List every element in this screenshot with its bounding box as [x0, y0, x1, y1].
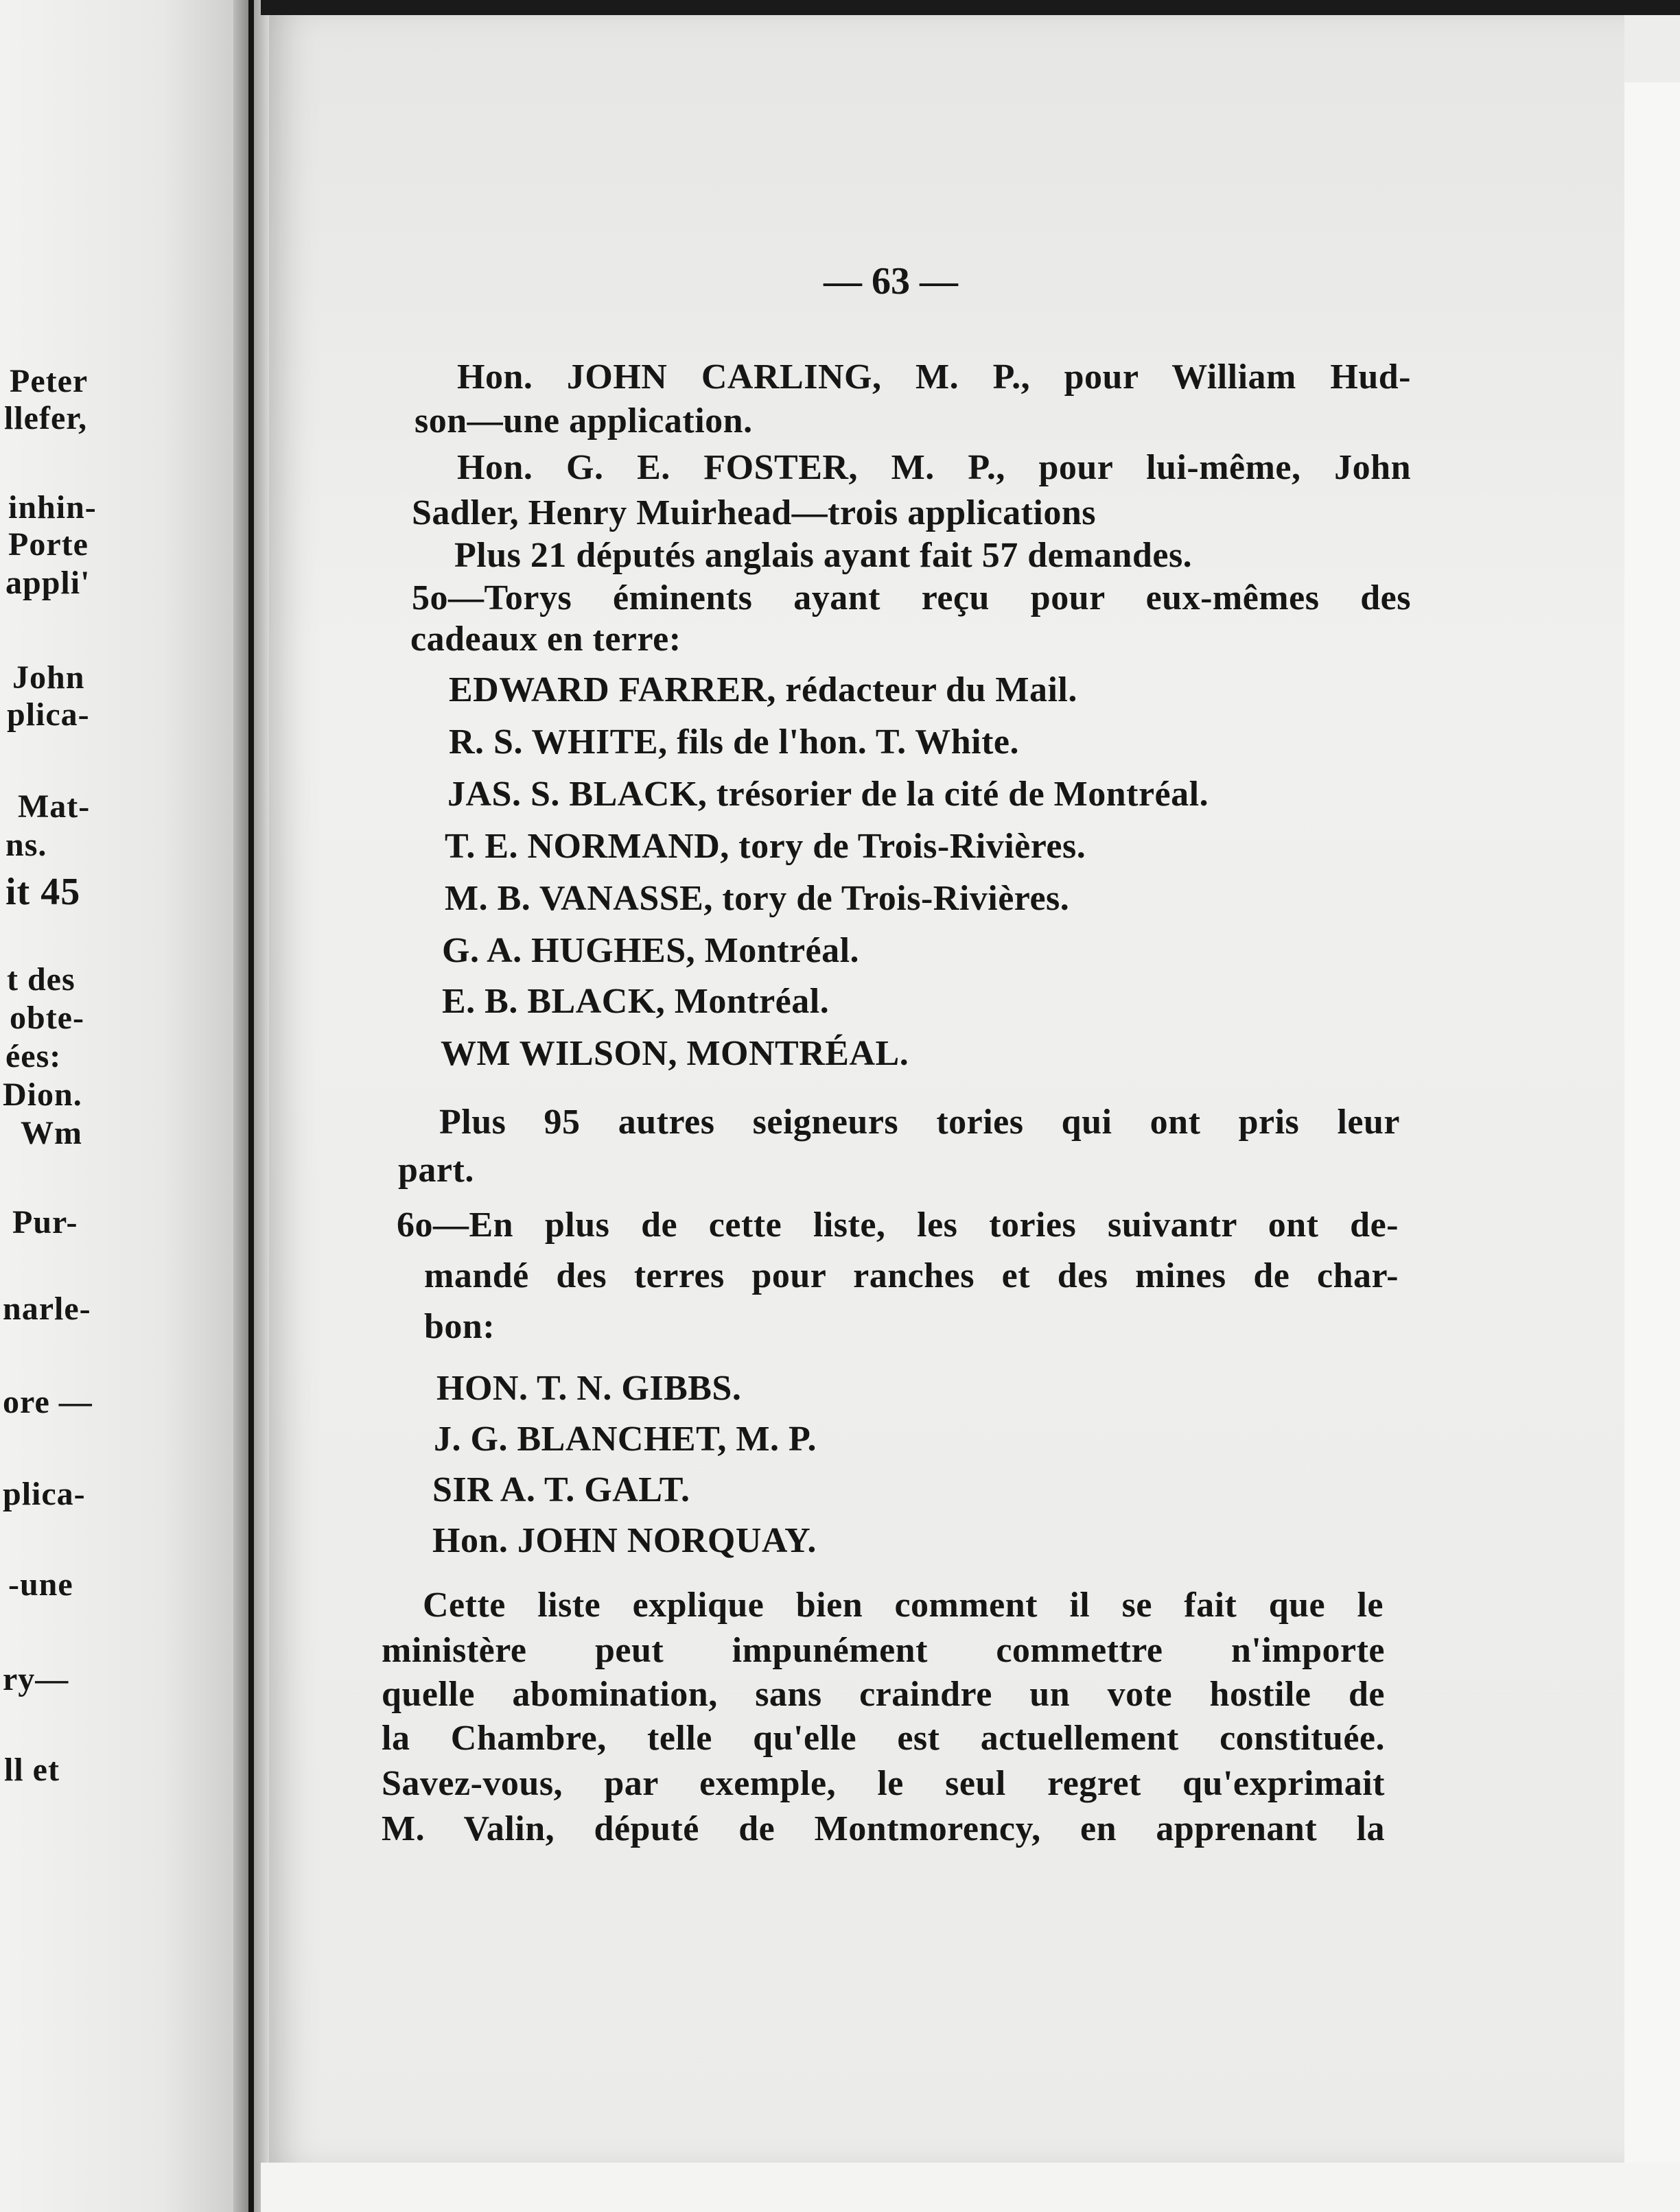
text-line: G. A. HUGHES, Montréal. — [442, 931, 860, 970]
text-line: HON. T. N. GIBBS. — [436, 1369, 742, 1408]
text-line: Hon. JOHN NORQUAY. — [432, 1521, 817, 1560]
text-line: la Chambre, telle qu'elle est actuellement constituée. — [382, 1719, 1385, 1758]
text-line: Savez-vous, par exemple, le seul regret qu'exprimait — [382, 1764, 1385, 1803]
text-line: Hon. G. E. FOSTER, M. P., pour lui-même, John — [457, 448, 1411, 487]
text-line: R. S. WHITE, fils de l'hon. T. White. — [449, 722, 1019, 762]
text-line: bon: — [424, 1307, 495, 1346]
gutter-shadow-line — [248, 0, 254, 2212]
left-page-fragment: Wm — [21, 1115, 82, 1151]
left-page-fragment: it 45 — [5, 871, 81, 913]
left-page-fragment: Dion. — [3, 1076, 82, 1113]
page-number: — 63 — — [824, 260, 958, 303]
text-line: Cette liste explique bien comment il se fait que le — [423, 1586, 1384, 1625]
scan-bottom-margin — [261, 2163, 1680, 2212]
text-line: part. — [398, 1151, 474, 1190]
text-line: WM WILSON, MONTRÉAL. — [441, 1034, 909, 1073]
left-page — [0, 0, 233, 2212]
text-line: EDWARD FARRER, rédacteur du Mail. — [449, 670, 1077, 709]
left-page-fragment: llefer, — [4, 400, 88, 436]
text-line: M. B. VANASSE, tory de Trois-Rivières. — [445, 879, 1070, 918]
text-line: 5o—Torys éminents ayant reçu pour eux-mêmes des — [412, 578, 1411, 617]
text-line: Sadler, Henry Muirhead—trois applications — [412, 493, 1097, 532]
text-line: mandé des terres pour ranches et des mines de char- — [424, 1256, 1399, 1295]
left-page-fragment: inhin- — [8, 489, 97, 526]
left-page-fragment: -une — [8, 1566, 73, 1603]
scan-right-margin — [1624, 82, 1680, 2212]
text-line: 6o—En plus de cette liste, les tories suivantr ont de- — [397, 1205, 1399, 1245]
left-page-fragment: narle- — [3, 1291, 91, 1327]
left-page-fragment: ées: — [5, 1038, 62, 1074]
text-line: J. G. BLANCHET, M. P. — [434, 1420, 817, 1459]
left-page-fragment: appli' — [5, 565, 91, 601]
text-line: son—une application. — [415, 401, 753, 440]
left-page-fragment: John — [12, 659, 85, 696]
text-line: E. B. BLACK, Montréal. — [442, 982, 830, 1021]
left-page-fragment: ore — — [3, 1384, 93, 1420]
left-page-fragment: Pur- — [12, 1204, 78, 1240]
scan-top-edge — [261, 0, 1680, 15]
text-line: Plus 95 autres seigneurs tories qui ont pris leur — [439, 1103, 1400, 1142]
left-page-fragment: ll et — [4, 1752, 60, 1788]
text-line: Plus 21 députés anglais ayant fait 57 demandes. — [454, 536, 1193, 575]
left-page-fragment: Peter — [10, 363, 89, 399]
left-page-fragment: Mat- — [18, 788, 91, 825]
left-page-fragment: Porte — [8, 526, 89, 563]
left-page-fragment: t des — [7, 961, 75, 998]
left-page-fragment: obte- — [10, 1000, 84, 1036]
text-line: quelle abomination, sans craindre un vote hostile de — [382, 1675, 1385, 1714]
text-line: JAS. S. BLACK, trésorier de la cité de Montréal. — [447, 775, 1209, 814]
left-page-fragment: plica- — [7, 696, 90, 733]
text-line: M. Valin, député de Montmorency, en apprenant la — [382, 1809, 1385, 1848]
left-page-fragment: ns. — [5, 827, 47, 863]
text-line: cadeaux en terre: — [410, 620, 681, 659]
left-page-fragment: ry— — [3, 1661, 69, 1697]
text-line: ministère peut impunément commettre n'importe — [382, 1631, 1385, 1670]
text-line: SIR A. T. GALT. — [432, 1470, 690, 1509]
text-line: Hon. JOHN CARLING, M. P., pour William Hud- — [457, 357, 1411, 397]
text-line: T. E. NORMAND, tory de Trois-Rivières. — [445, 827, 1086, 866]
left-page-fragment: plica- — [3, 1476, 86, 1512]
